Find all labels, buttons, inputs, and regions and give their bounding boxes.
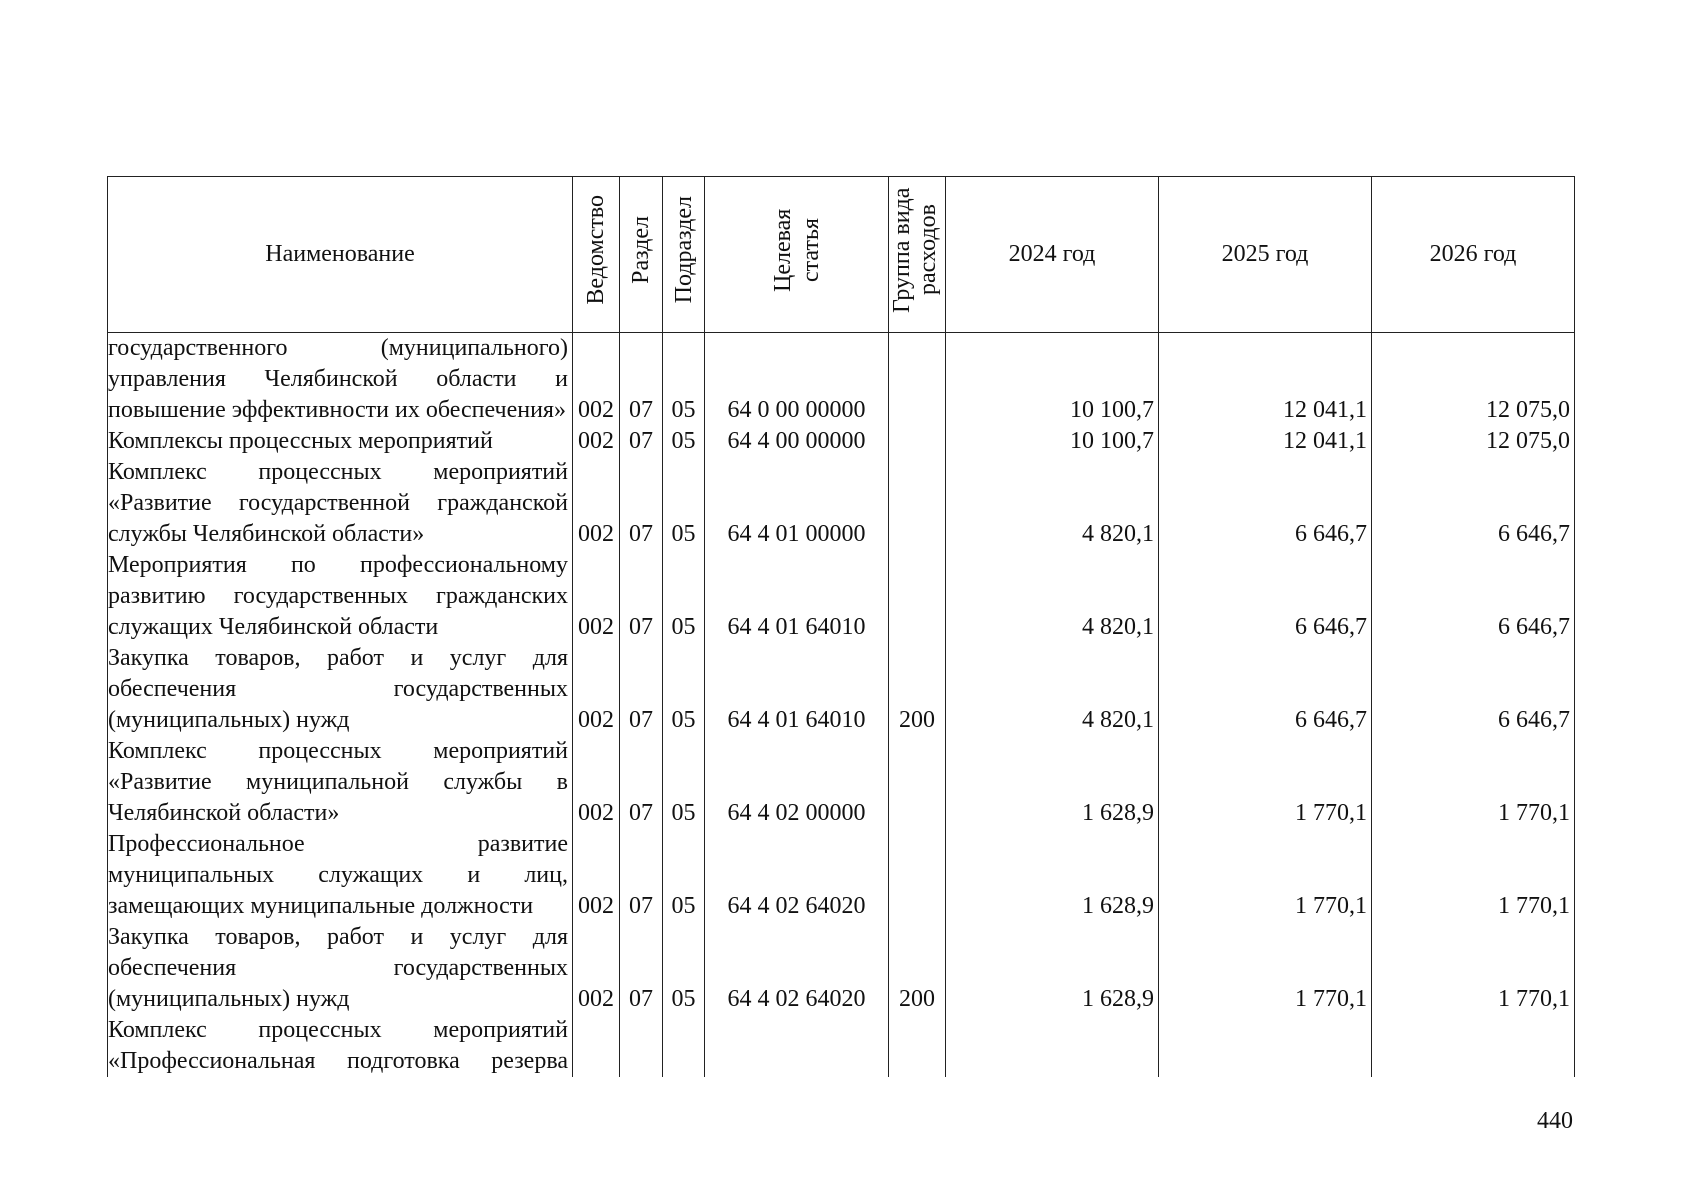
row-2025 xyxy=(1159,1015,1372,1077)
row-target: 64 4 00 00000 xyxy=(705,426,889,457)
row-group xyxy=(889,829,946,922)
row-name: Мероприятия по профессиональному развитию государственных гражданских служащих Челябинской области xyxy=(108,550,573,643)
row-vedomstvo: 002 xyxy=(573,922,620,1015)
row-razdel: 07 xyxy=(620,829,663,922)
row-group xyxy=(889,550,946,643)
row-name: Профессиональное развитие муниципальных служащих и лиц, замещающих муниципальные должности xyxy=(108,829,573,922)
table-header-row xyxy=(108,177,1575,333)
header-podrazdel: Подраздел xyxy=(663,177,705,333)
budget-table xyxy=(107,176,1575,1077)
row-podrazdel: 05 xyxy=(663,922,705,1015)
table-row xyxy=(108,1015,1575,1077)
row-vedomstvo xyxy=(573,1015,620,1077)
row-2026: 6 646,7 xyxy=(1372,550,1575,643)
row-target: 64 4 02 64020 xyxy=(705,829,889,922)
row-2025: 1 770,1 xyxy=(1159,922,1372,1015)
row-2024: 10 100,7 xyxy=(946,333,1159,427)
table-row xyxy=(108,922,1575,1015)
row-target xyxy=(705,1015,889,1077)
row-2026: 12 075,0 xyxy=(1372,426,1575,457)
row-target: 64 4 02 00000 xyxy=(705,736,889,829)
row-vedomstvo: 002 xyxy=(573,736,620,829)
table-row xyxy=(108,426,1575,457)
row-vedomstvo: 002 xyxy=(573,550,620,643)
row-razdel: 07 xyxy=(620,333,663,427)
row-razdel: 07 xyxy=(620,736,663,829)
row-group: 200 xyxy=(889,922,946,1015)
page-number: 440 xyxy=(1537,1108,1573,1134)
row-name: Комплекс процессных мероприятий «Профессиональная подготовка резерва xyxy=(108,1015,573,1077)
row-target: 64 0 00 00000 xyxy=(705,333,889,427)
row-2024: 1 628,9 xyxy=(946,736,1159,829)
row-vedomstvo: 002 xyxy=(573,829,620,922)
row-2025: 1 770,1 xyxy=(1159,829,1372,922)
row-razdel: 07 xyxy=(620,457,663,550)
row-2026: 1 770,1 xyxy=(1372,736,1575,829)
header-target: Целевая статья xyxy=(705,177,889,333)
row-2024: 4 820,1 xyxy=(946,457,1159,550)
row-2026: 6 646,7 xyxy=(1372,643,1575,736)
row-razdel: 07 xyxy=(620,643,663,736)
row-target: 64 4 01 64010 xyxy=(705,550,889,643)
header-2025: 2025 год xyxy=(1159,177,1372,333)
row-2025: 12 041,1 xyxy=(1159,426,1372,457)
row-group xyxy=(889,333,946,427)
table-row xyxy=(108,333,1575,427)
header-razdel: Раздел xyxy=(620,177,663,333)
row-podrazdel: 05 xyxy=(663,457,705,550)
header-2026: 2026 год xyxy=(1372,177,1575,333)
row-2024: 4 820,1 xyxy=(946,550,1159,643)
row-2025: 1 770,1 xyxy=(1159,736,1372,829)
row-name: Комплекс процессных мероприятий «Развитие муниципальной службы в Челябинской области» xyxy=(108,736,573,829)
row-group xyxy=(889,426,946,457)
row-vedomstvo: 002 xyxy=(573,426,620,457)
row-group xyxy=(889,736,946,829)
table-row xyxy=(108,829,1575,922)
header-group: Группа вида расходов xyxy=(889,177,946,333)
row-target: 64 4 02 64020 xyxy=(705,922,889,1015)
row-2026: 1 770,1 xyxy=(1372,922,1575,1015)
row-2026: 12 075,0 xyxy=(1372,333,1575,427)
row-podrazdel: 05 xyxy=(663,736,705,829)
header-2024: 2024 год xyxy=(946,177,1159,333)
row-2024: 10 100,7 xyxy=(946,426,1159,457)
row-podrazdel: 05 xyxy=(663,829,705,922)
row-group: 200 xyxy=(889,643,946,736)
row-name: Комплексы процессных мероприятий xyxy=(108,426,573,457)
row-razdel: 07 xyxy=(620,550,663,643)
row-2025: 6 646,7 xyxy=(1159,457,1372,550)
table-row xyxy=(108,550,1575,643)
row-2024: 1 628,9 xyxy=(946,829,1159,922)
table-row xyxy=(108,736,1575,829)
row-2026: 1 770,1 xyxy=(1372,829,1575,922)
row-podrazdel: 05 xyxy=(663,550,705,643)
row-vedomstvo: 002 xyxy=(573,333,620,427)
row-target: 64 4 01 00000 xyxy=(705,457,889,550)
row-name: Закупка товаров, работ и услуг для обеспечения государственных (муниципальных) нужд xyxy=(108,922,573,1015)
row-vedomstvo: 002 xyxy=(573,643,620,736)
row-group xyxy=(889,1015,946,1077)
row-razdel: 07 xyxy=(620,922,663,1015)
row-name: Закупка товаров, работ и услуг для обеспечения государственных (муниципальных) нужд xyxy=(108,643,573,736)
row-name: государственного (муниципального) управления Челябинской области и повышение эффективности их обеспечения» xyxy=(108,333,573,427)
header-vedomstvo: Ведомство xyxy=(573,177,620,333)
row-2025: 6 646,7 xyxy=(1159,643,1372,736)
row-2025: 12 041,1 xyxy=(1159,333,1372,427)
row-podrazdel: 05 xyxy=(663,643,705,736)
row-2024: 4 820,1 xyxy=(946,643,1159,736)
row-2025: 6 646,7 xyxy=(1159,550,1372,643)
row-2026 xyxy=(1372,1015,1575,1077)
header-name: Наименование xyxy=(108,177,573,333)
row-razdel xyxy=(620,1015,663,1077)
row-group xyxy=(889,457,946,550)
table-row xyxy=(108,457,1575,550)
row-vedomstvo: 002 xyxy=(573,457,620,550)
row-razdel: 07 xyxy=(620,426,663,457)
row-podrazdel: 05 xyxy=(663,333,705,427)
row-podrazdel xyxy=(663,1015,705,1077)
row-name: Комплекс процессных мероприятий «Развитие государственной гражданской службы Челябинской области» xyxy=(108,457,573,550)
row-podrazdel: 05 xyxy=(663,426,705,457)
row-2026: 6 646,7 xyxy=(1372,457,1575,550)
row-2024 xyxy=(946,1015,1159,1077)
table-row xyxy=(108,643,1575,736)
row-2024: 1 628,9 xyxy=(946,922,1159,1015)
row-target: 64 4 01 64010 xyxy=(705,643,889,736)
